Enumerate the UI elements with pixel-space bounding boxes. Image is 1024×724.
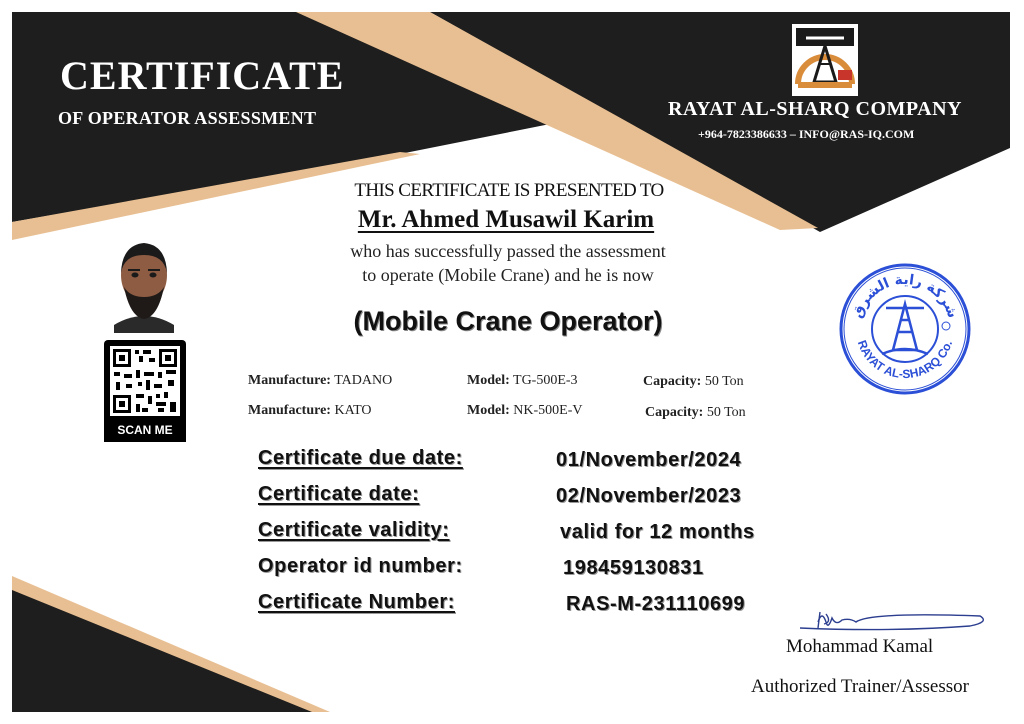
- stamp-latin-text: RAYAT AL-SHARQ Co.: [854, 338, 956, 382]
- manufacturer-1: [248, 373, 392, 389]
- operator-id-label: Operator id number:: [258, 555, 463, 577]
- model-1-label: Model:: [467, 373, 510, 388]
- signer-title: Authorized Trainer/Assessor: [751, 676, 969, 697]
- model-1-value: TG-500E-3: [513, 373, 578, 388]
- presented-to: [0, 180, 1024, 202]
- manufacturer-2-label: Manufacture:: [248, 403, 331, 418]
- certificate-number-value: RAS-M-231110699: [566, 593, 746, 615]
- capacity-1-label: Capacity:: [643, 374, 702, 389]
- capacity-2-value: 50 Ton: [706, 405, 746, 420]
- capacity-2-label: Capacity:: [645, 405, 704, 420]
- manufacturer-1-value: TADANO: [334, 373, 393, 388]
- model-1: [467, 373, 578, 389]
- presented-to-text: THIS CERTIFICATE IS PRESENTED TO: [354, 180, 664, 201]
- recipient-name: [0, 206, 1024, 234]
- role-title-text: (Mobile Crane Operator): [353, 306, 663, 336]
- signature-scribble: [780, 600, 990, 640]
- certificate-number-label: Certificate Number:: [258, 591, 455, 613]
- due-date-label: Certificate due date:: [258, 447, 463, 469]
- certificate-date-value: 02/November/2023: [556, 485, 742, 507]
- certificate-title: CERTIFICATE: [60, 53, 345, 98]
- scan-me-label: SCAN ME: [104, 418, 186, 442]
- manufacturer-1-label: Manufacture:: [248, 373, 331, 388]
- due-date-value: 01/November/2024: [556, 449, 742, 471]
- recipient-name-text: Mr. Ahmed Musawil Karim: [357, 206, 655, 233]
- certificate-date-label: Certificate date:: [258, 483, 420, 505]
- certificate-subtitle: OF OPERATOR ASSESSMENT: [58, 108, 317, 128]
- model-2-value: NK-500E-V: [513, 403, 583, 418]
- operator-id-value: 198459130831: [563, 557, 704, 579]
- model-2: [467, 403, 582, 419]
- manufacturer-2-value: KATO: [334, 403, 372, 418]
- validity-label: Certificate validity:: [258, 519, 450, 541]
- capacity-1-value: 50 Ton: [704, 374, 744, 389]
- company-stamp: [838, 262, 972, 396]
- company-name: RAYAT AL-SHARQ COMPANY: [668, 98, 962, 120]
- operator-photo: [110, 233, 178, 333]
- capacity-1: [643, 374, 744, 390]
- company-contact: +964-7823386633 – INFO@RAS-IQ.COM: [698, 127, 915, 141]
- statement-line-1-text: who has successfully passed the assessment: [350, 241, 666, 261]
- statement-line-2-text: to operate (Mobile Crane) and he is now: [362, 265, 654, 285]
- company-logo: [792, 24, 858, 96]
- manufacturer-2: [248, 403, 372, 419]
- validity-value: valid for 12 months: [560, 521, 755, 543]
- model-2-label: Model:: [467, 403, 510, 418]
- stamp-arabic-text: شركة راية الشرق: [849, 271, 961, 321]
- capacity-2: [645, 405, 746, 421]
- qr-code-icon: [110, 346, 180, 416]
- signer-name: Mohammad Kamal: [786, 636, 934, 657]
